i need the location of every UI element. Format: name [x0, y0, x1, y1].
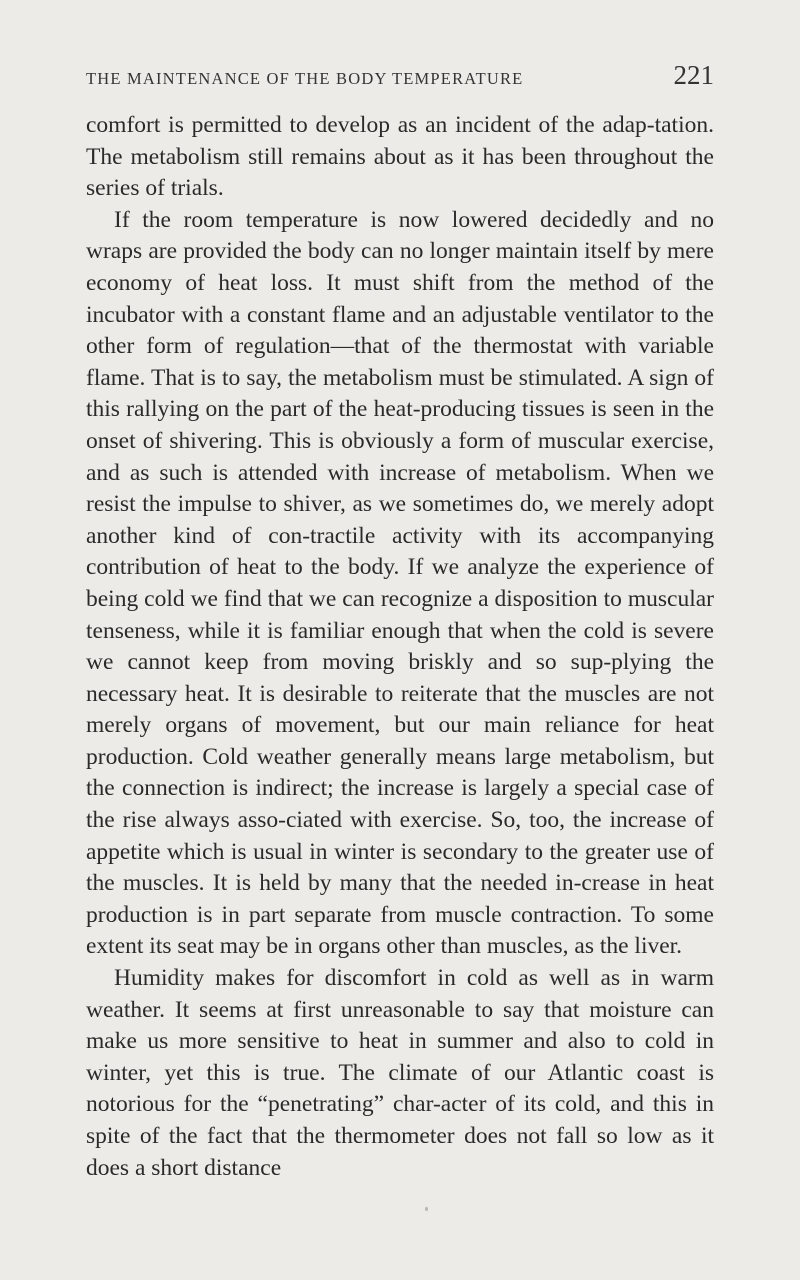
paragraph: comfort is permitted to develop as an incident of the adap-tation. The metabolism still remains about as it has been throughout the series of trials. [86, 112, 714, 202]
body-text [86, 110, 714, 1184]
paragraph: If the room temperature is now lowered decidedly and no wraps are provided the body can no longer maintain itself by mere economy of heat loss. It must shift from the method of the incubator with a constant flame and an adjustable ventilator to the other form of regulation—that of the thermostat with variable flame. That is to say, the metabolism must be stimulated. A sign of this rallying on the part of the heat-producing tissues is seen in the onset of shivering. This is obviously a form of muscular exercise, and as such is attended with increase of metabolism. When we resist the impulse to shiver, as we sometimes do, we merely adopt another kind of con-tractile activity with its accompanying contribution of heat to the body. If we analyze the experience of being cold we find that we can recognize a disposition to muscular tenseness, while it is familiar enough that when the cold is severe we cannot keep from moving briskly and so sup-plying the necessary heat. It is desirable to reiterate that the muscles are not merely organs of movement, but our main reliance for heat production. Cold weather generally means large metabolism, but the connection is indirect; the increase is largely a special case of the rise always asso-ciated with exercise. So, too, the increase of appetite which is usual in winter is secondary to the greater use of the muscles. It is held by many that the needed in-crease in heat production is in part separate from muscle contraction. To some extent its seat may be in organs other than muscles, as the liver. [86, 206, 714, 960]
paper-speck [425, 1207, 428, 1211]
page-number: 221 [673, 60, 714, 90]
paragraph: Humidity makes for discomfort in cold as well as in warm weather. It seems at first unreasonable to say that moisture can make us more sensitive to heat in summer and also to cold in winter, yet this is true. The climate of our Atlantic coast is notorious for the “penetrating” char-acter of its cold, and this in spite of the fact that the thermometer does not fall so low as it does a short distance [86, 965, 714, 1181]
book-page [86, 60, 714, 1184]
running-title: THE MAINTENANCE OF THE BODY TEMPERATURE [86, 69, 524, 88]
running-header [86, 60, 714, 100]
